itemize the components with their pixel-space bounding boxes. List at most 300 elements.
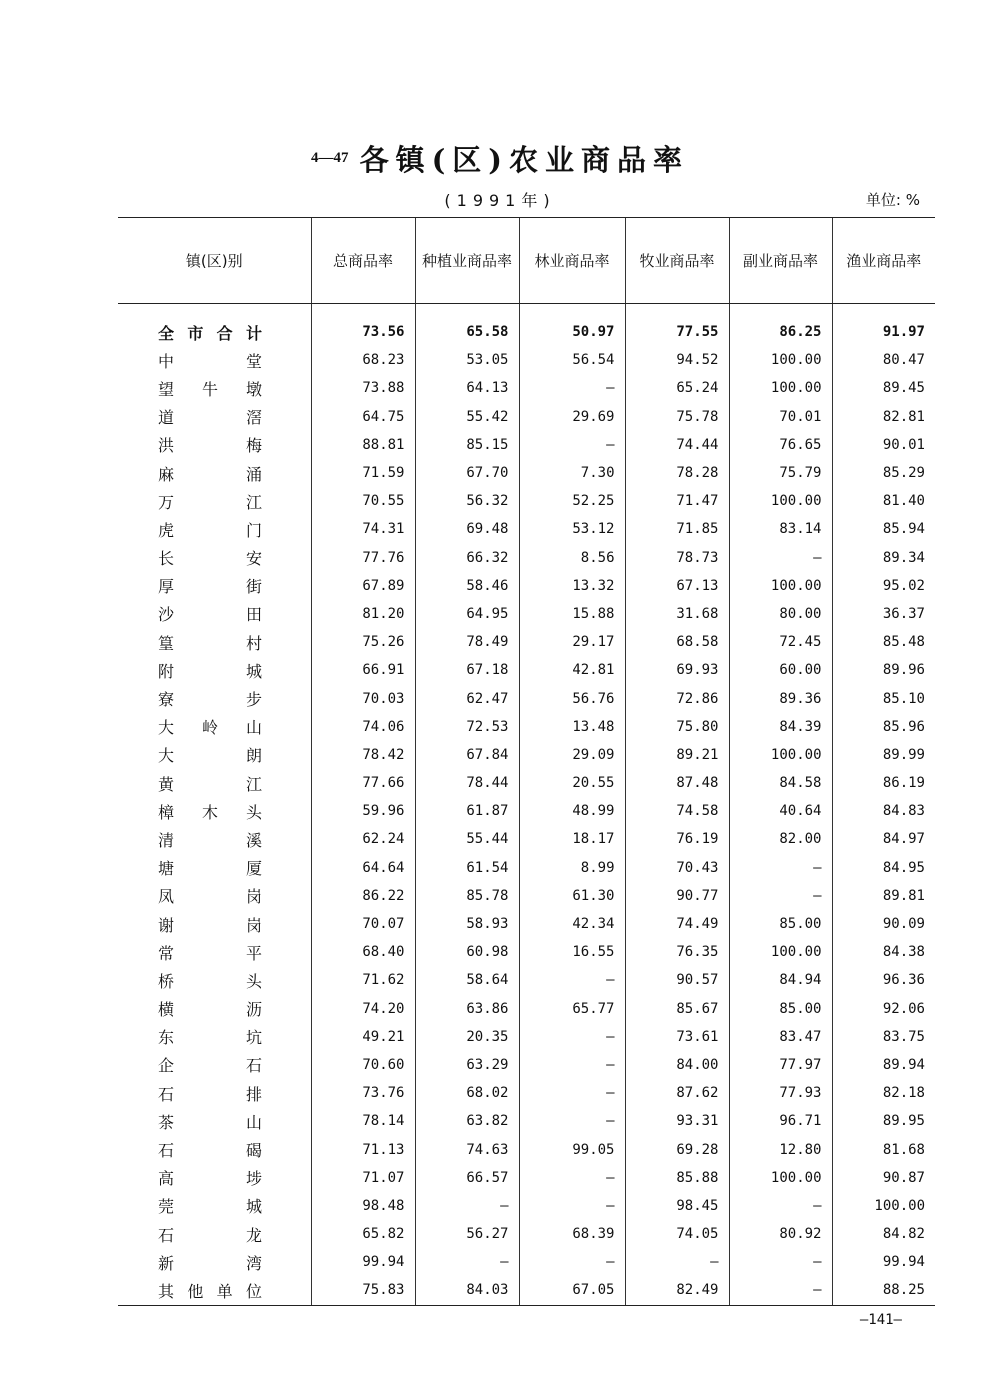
value-cell: 100.00 [729,572,832,600]
value-cell: — [519,1192,625,1220]
town-name [158,1082,262,1105]
town-name [158,913,262,936]
town-name-char: 涌 [245,464,262,484]
value-cell: 62.47 [415,684,519,712]
value-cell: 92.06 [832,995,935,1023]
town-name-char: 桥 [158,971,175,991]
town-name-char: 虎 [158,520,175,540]
value-cell: 29.09 [519,741,625,769]
town-name-cell [118,995,311,1023]
table-row [118,544,935,572]
value-cell: 86.25 [729,318,832,346]
town-name [158,321,262,344]
town-name-char: 新 [158,1253,175,1273]
value-cell: 90.87 [832,1164,935,1192]
town-name-cell [118,1164,311,1192]
value-cell: 74.05 [625,1220,729,1248]
value-cell: 13.48 [519,713,625,741]
value-cell: 81.20 [311,600,415,628]
town-name-char: 岗 [245,915,262,935]
value-cell: 99.94 [311,1248,415,1276]
town-name-char: 寮 [158,690,175,710]
town-name-cell [118,1107,311,1135]
value-cell: 20.35 [415,1023,519,1051]
town-name-cell [118,487,311,515]
value-cell: 63.86 [415,995,519,1023]
value-cell: 85.00 [729,995,832,1023]
value-cell: 90.01 [832,431,935,459]
town-name-char: 厚 [158,577,175,597]
value-cell: 77.76 [311,544,415,572]
table-row [118,713,935,741]
value-cell: 85.78 [415,882,519,910]
value-cell: 82.49 [625,1276,729,1305]
value-cell: 70.07 [311,910,415,938]
column-header: 种植业商品率 [415,218,519,304]
town-name-char: 长 [158,549,175,569]
town-name-char: 位 [245,1281,262,1301]
value-cell: 55.42 [415,403,519,431]
town-name-char: 道 [158,408,175,428]
table-row [118,1248,935,1276]
table-row [118,769,935,797]
value-cell: 42.34 [519,910,625,938]
town-name-char: 步 [245,690,262,710]
value-cell: 84.95 [832,854,935,882]
value-cell: — [519,1051,625,1079]
town-name-cell [118,741,311,769]
value-cell: 74.06 [311,713,415,741]
value-cell: — [519,1248,625,1276]
value-cell: 85.88 [625,1164,729,1192]
value-cell: 83.75 [832,1023,935,1051]
town-name-char: 江 [245,492,262,512]
value-cell: 50.97 [519,318,625,346]
value-cell: 74.44 [625,431,729,459]
spacer-cell [311,304,415,319]
value-cell: 74.63 [415,1135,519,1163]
value-cell: 80.92 [729,1220,832,1248]
value-cell: 89.95 [832,1107,935,1135]
town-name-char: 东 [158,1028,175,1048]
town-name [158,349,262,372]
table-row [118,1051,935,1079]
value-cell: 99.05 [519,1135,625,1163]
town-name-cell [118,403,311,431]
value-cell: 89.21 [625,741,729,769]
town-name-char: 莞 [158,1197,175,1217]
unit-label: 单位: % [865,191,920,209]
value-cell: 58.46 [415,572,519,600]
column-header: 总商品率 [311,218,415,304]
value-cell: 100.00 [729,346,832,374]
town-name [158,800,262,823]
town-name-char: 茶 [158,1112,175,1132]
town-name-char: 山 [245,1112,262,1132]
value-cell: 69.93 [625,656,729,684]
value-cell: 56.54 [519,346,625,374]
header-row [118,218,935,304]
value-cell: — [519,1079,625,1107]
value-cell: 78.42 [311,741,415,769]
town-name [158,884,262,907]
value-cell: 89.36 [729,684,832,712]
value-cell: 85.96 [832,713,935,741]
town-name-char: 高 [158,1169,175,1189]
town-name-char: 安 [245,549,262,569]
value-cell: — [519,1023,625,1051]
table-row [118,600,935,628]
town-name-cell [118,1051,311,1079]
value-cell: 84.82 [832,1220,935,1248]
town-name-char: 麻 [158,464,175,484]
town-name [158,969,262,992]
value-cell: 71.07 [311,1164,415,1192]
value-cell: — [415,1192,519,1220]
table-row [118,741,935,769]
value-cell: 56.32 [415,487,519,515]
value-cell: 78.49 [415,628,519,656]
value-cell: 81.40 [832,487,935,515]
value-cell: 52.25 [519,487,625,515]
value-cell: 76.19 [625,825,729,853]
town-name-char: 樟 [158,802,175,822]
town-name-char: 凤 [158,887,175,907]
value-cell: 55.44 [415,825,519,853]
town-name-char: 墩 [245,379,262,399]
value-cell: 90.77 [625,882,729,910]
value-cell: 84.03 [415,1276,519,1305]
value-cell: 67.70 [415,459,519,487]
table-row [118,346,935,374]
town-name [158,631,262,654]
town-name-cell [118,938,311,966]
town-name-char: 碣 [245,1141,262,1161]
table-row [118,1079,935,1107]
value-cell: 85.94 [832,515,935,543]
town-name-char: 村 [245,633,262,653]
table-row [118,515,935,543]
town-name [158,1053,262,1076]
value-cell: 73.76 [311,1079,415,1107]
value-cell: 88.81 [311,431,415,459]
value-cell: — [519,1164,625,1192]
town-name [158,941,262,964]
value-cell: 83.14 [729,515,832,543]
town-name-cell [118,910,311,938]
town-name-char: 龙 [245,1225,262,1245]
table-row [118,459,935,487]
value-cell: 93.31 [625,1107,729,1135]
town-name-char: 坑 [245,1028,262,1048]
table-row [118,1107,935,1135]
value-cell: 68.23 [311,346,415,374]
value-cell: 89.94 [832,1051,935,1079]
table-row [118,1220,935,1248]
value-cell: 61.54 [415,854,519,882]
value-cell: 98.48 [311,1192,415,1220]
value-cell: 53.05 [415,346,519,374]
value-cell: 84.94 [729,966,832,994]
value-cell: 87.62 [625,1079,729,1107]
table-row [118,966,935,994]
value-cell: 67.13 [625,572,729,600]
value-cell: 29.17 [519,628,625,656]
value-cell: 71.85 [625,515,729,543]
town-name [158,405,262,428]
town-name-char: 门 [245,520,262,540]
column-header: 牧业商品率 [625,218,729,304]
table-row [118,995,935,1023]
value-cell: 8.99 [519,854,625,882]
value-cell: 71.13 [311,1135,415,1163]
value-cell: — [729,854,832,882]
table-row [118,1135,935,1163]
town-name-cell [118,1248,311,1276]
value-cell: 13.32 [519,572,625,600]
town-name-char: 他 [187,1281,204,1301]
table-row [118,628,935,656]
town-name-cell [118,318,311,346]
town-name-char: 万 [158,492,175,512]
town-name-cell [118,628,311,656]
value-cell: 89.34 [832,544,935,572]
value-cell: 67.84 [415,741,519,769]
table-row [118,374,935,402]
value-cell: — [625,1248,729,1276]
town-name-char: 平 [245,943,262,963]
town-name-cell [118,374,311,402]
town-name-char: 大 [158,746,175,766]
town-name-cell [118,1276,311,1305]
value-cell: 100.00 [729,487,832,515]
town-name-char: 横 [158,1000,175,1020]
value-cell: 77.97 [729,1051,832,1079]
town-name-char: 头 [245,802,262,822]
column-header: 林业商品率 [519,218,625,304]
value-cell: 58.93 [415,910,519,938]
town-name-char: 江 [245,774,262,794]
town-name-char: 排 [245,1084,262,1104]
town-name [158,1223,262,1246]
town-name-char: 中 [158,351,175,371]
value-cell: 78.14 [311,1107,415,1135]
value-cell: 64.64 [311,854,415,882]
value-cell: — [415,1248,519,1276]
town-name-char: 合 [216,323,233,343]
value-cell: 65.82 [311,1220,415,1248]
table-row [118,910,935,938]
town-name-char: 木 [201,802,218,822]
table-number: 4—47 [310,150,349,166]
value-cell: 77.66 [311,769,415,797]
value-cell: 94.52 [625,346,729,374]
town-name-cell [118,797,311,825]
table-row [118,1192,935,1220]
table-row [118,487,935,515]
town-name-char: 计 [245,323,262,343]
value-cell: 78.44 [415,769,519,797]
table-row [118,403,935,431]
spacer-cell [625,304,729,319]
town-name [158,377,262,400]
town-name-char: 常 [158,943,175,963]
value-cell: 70.03 [311,684,415,712]
value-cell: 70.01 [729,403,832,431]
value-cell: 71.62 [311,966,415,994]
value-cell: 86.22 [311,882,415,910]
value-cell: 49.21 [311,1023,415,1051]
value-cell: 42.81 [519,656,625,684]
value-cell: 75.78 [625,403,729,431]
value-cell: 67.18 [415,656,519,684]
value-cell: 74.49 [625,910,729,938]
value-cell: 84.38 [832,938,935,966]
town-name [158,659,262,682]
value-cell: 75.79 [729,459,832,487]
value-cell: 73.61 [625,1023,729,1051]
value-cell: 84.97 [832,825,935,853]
table-row [118,825,935,853]
town-name-char: 石 [245,1056,262,1076]
value-cell: 15.88 [519,600,625,628]
town-name-cell [118,854,311,882]
value-cell: 48.99 [519,797,625,825]
town-name [158,687,262,710]
value-cell: 68.39 [519,1220,625,1248]
town-name-char: 岗 [245,887,262,907]
value-cell: 77.55 [625,318,729,346]
value-cell: 96.71 [729,1107,832,1135]
value-cell: 72.53 [415,713,519,741]
town-name-char: 全 [158,323,175,343]
value-cell: 70.60 [311,1051,415,1079]
value-cell: 60.98 [415,938,519,966]
town-name-cell [118,1023,311,1051]
value-cell: 85.67 [625,995,729,1023]
value-cell: — [729,1276,832,1305]
town-name-cell [118,825,311,853]
town-name-cell [118,1192,311,1220]
town-name-char: 梅 [245,436,262,456]
value-cell: 82.00 [729,825,832,853]
value-cell: 80.47 [832,346,935,374]
town-name [158,772,262,795]
town-name [158,828,262,851]
value-cell: 81.68 [832,1135,935,1163]
town-name [158,1025,262,1048]
table-row [118,882,935,910]
town-name-cell [118,769,311,797]
town-name-char: 城 [245,661,262,681]
value-cell: 74.20 [311,995,415,1023]
value-cell: — [519,431,625,459]
value-cell: 70.43 [625,854,729,882]
town-name-cell [118,1135,311,1163]
town-name [158,1194,262,1217]
table-row [118,431,935,459]
town-name-char: 厦 [245,859,262,879]
table-row [118,684,935,712]
town-name-char: 谢 [158,915,175,935]
value-cell: 85.15 [415,431,519,459]
town-name-cell [118,1079,311,1107]
town-name-char: 湾 [245,1253,262,1273]
town-name-char: 滘 [245,408,262,428]
value-cell: 85.29 [832,459,935,487]
value-cell: 73.56 [311,318,415,346]
value-cell: 90.09 [832,910,935,938]
value-cell: 87.48 [625,769,729,797]
value-cell: 61.30 [519,882,625,910]
year-label: (1991年) [444,191,556,210]
value-cell: 64.95 [415,600,519,628]
town-name-cell [118,1220,311,1248]
value-cell: 63.82 [415,1107,519,1135]
town-name [158,997,262,1020]
table-body [118,304,935,1306]
town-name-char: 堂 [245,351,262,371]
value-cell: 56.76 [519,684,625,712]
value-cell: 53.12 [519,515,625,543]
value-cell: 74.58 [625,797,729,825]
town-name [158,546,262,569]
town-name-char: 洪 [158,436,175,456]
value-cell: 84.00 [625,1051,729,1079]
value-cell: 60.00 [729,656,832,684]
value-cell: 8.56 [519,544,625,572]
value-cell: 82.81 [832,403,935,431]
total-row [118,318,935,346]
page-number: —141— [859,1312,902,1328]
value-cell: 90.57 [625,966,729,994]
value-cell: 100.00 [729,741,832,769]
value-cell: 75.26 [311,628,415,656]
value-cell: — [729,544,832,572]
value-cell: 95.02 [832,572,935,600]
value-cell: 77.93 [729,1079,832,1107]
value-cell: 78.28 [625,459,729,487]
spacer-cell [729,304,832,319]
value-cell: 61.87 [415,797,519,825]
town-name [158,518,262,541]
table-row [118,938,935,966]
town-name [158,743,262,766]
value-cell: 29.69 [519,403,625,431]
town-name [158,715,262,738]
table-row [118,1023,935,1051]
value-cell: 64.75 [311,403,415,431]
value-cell: 65.77 [519,995,625,1023]
town-name-char: 山 [245,718,262,738]
value-cell: 31.68 [625,600,729,628]
table-row [118,1164,935,1192]
value-cell: 70.55 [311,487,415,515]
town-name [158,602,262,625]
value-cell: 83.47 [729,1023,832,1051]
value-cell: 69.48 [415,515,519,543]
column-header: 渔业商品率 [832,218,935,304]
value-cell: 78.73 [625,544,729,572]
value-cell: 89.45 [832,374,935,402]
value-cell: 72.45 [729,628,832,656]
value-cell: 7.30 [519,459,625,487]
value-cell: 72.86 [625,684,729,712]
town-name-char: 望 [158,379,175,399]
value-cell: 82.18 [832,1079,935,1107]
value-cell: 68.40 [311,938,415,966]
value-cell: 100.00 [729,374,832,402]
